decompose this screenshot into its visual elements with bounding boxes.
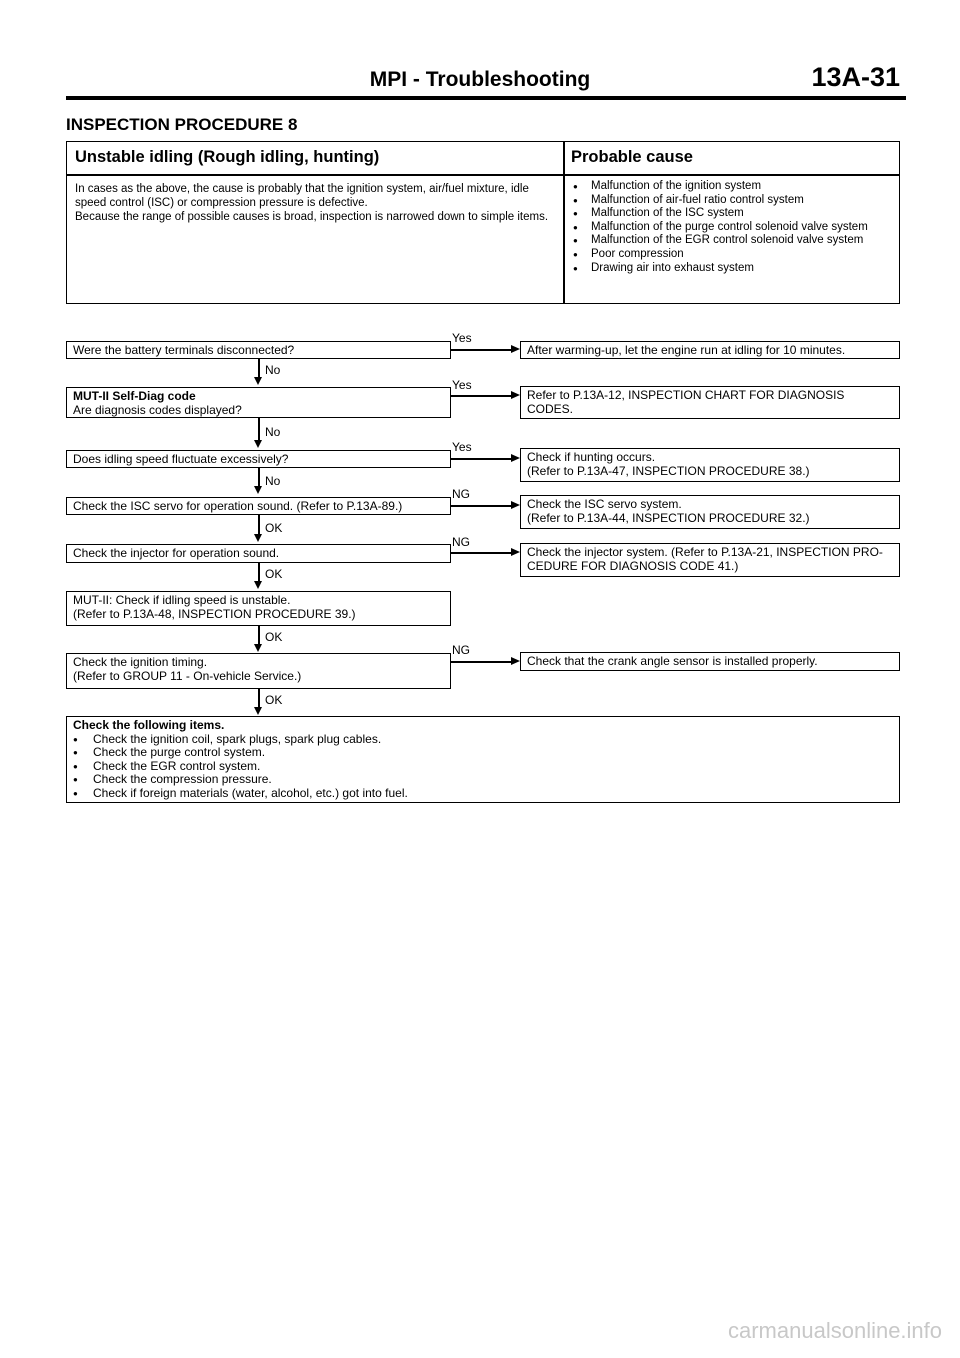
step-text: Does idling speed fluctuate excessively? bbox=[73, 452, 289, 466]
probable-cause-list bbox=[571, 180, 891, 275]
flow-result-warmup bbox=[520, 341, 900, 359]
connector-down bbox=[258, 515, 260, 536]
connector-right bbox=[451, 458, 511, 460]
arrow-down-icon bbox=[254, 644, 262, 652]
branch-label-ok: OK bbox=[265, 521, 283, 535]
final-check-list bbox=[73, 733, 893, 801]
cause-item: ● Malfunction of the ignition system bbox=[571, 180, 891, 194]
step-text: Are diagnosis codes displayed? bbox=[73, 402, 242, 417]
connector-down bbox=[258, 626, 260, 646]
connector-right bbox=[451, 505, 511, 507]
result-text: CODES. bbox=[527, 401, 574, 416]
check-item: ● Check the purge control system. bbox=[73, 746, 893, 760]
branch-label-yes: Yes bbox=[452, 331, 472, 345]
flow-result-isc-system bbox=[520, 495, 900, 529]
connector-down bbox=[258, 563, 260, 583]
description-paragraph: Because the range of possible causes is broad, inspection is narrowed down to simple items. bbox=[75, 211, 549, 223]
arrow-down-icon bbox=[254, 534, 262, 542]
branch-label-ng: NG bbox=[452, 487, 470, 501]
result-text: CEDURE FOR DIAGNOSIS CODE 41.) bbox=[527, 558, 739, 573]
arrow-right-icon bbox=[511, 391, 520, 399]
step-text: Check the injector for operation sound. bbox=[73, 546, 280, 560]
branch-label-ng: NG bbox=[452, 535, 470, 549]
flow-step-self-diag bbox=[66, 387, 451, 418]
connector-down bbox=[258, 689, 260, 709]
final-heading: Check the following items. bbox=[73, 718, 225, 732]
connector-right bbox=[451, 349, 511, 351]
flow-result-crank-sensor bbox=[520, 652, 900, 671]
branch-label-ok: OK bbox=[265, 630, 283, 644]
step-text-bold: MUT-II Self-Diag code bbox=[73, 389, 196, 403]
flow-result-hunting bbox=[520, 448, 900, 482]
flow-step-battery bbox=[66, 341, 451, 359]
description-paragraph: In cases as the above, the cause is probably that the ignition system, air/fuel mixture, idle speed control (ISC) or compression pressure is defective. bbox=[75, 183, 529, 209]
flow-step-isc-servo bbox=[66, 497, 451, 515]
symptom-heading: Unstable idling (Rough idling, hunting) bbox=[75, 148, 380, 166]
table-header-rule bbox=[67, 174, 899, 176]
step-text: Check the ISC servo for operation sound. (Refer to P.13A-89.) bbox=[73, 499, 403, 513]
result-text: After warming-up, let the engine run at idling for 10 minutes. bbox=[527, 343, 846, 357]
arrow-down-icon bbox=[254, 440, 262, 448]
connector-down bbox=[258, 468, 260, 488]
arrow-right-icon bbox=[511, 548, 520, 556]
result-text: Check the ISC servo system. bbox=[527, 497, 682, 511]
cause-item: ● Malfunction of the purge control solenoid valve system bbox=[571, 221, 891, 235]
page-title: MPI - Troubleshooting bbox=[369, 68, 591, 91]
arrow-down-icon bbox=[254, 581, 262, 589]
connector-down bbox=[258, 359, 260, 379]
step-text: Were the battery terminals disconnected? bbox=[73, 343, 295, 357]
watermark: carmanualsonline.info bbox=[728, 1318, 943, 1343]
flow-result-injector-system bbox=[520, 543, 900, 577]
branch-label-no: No bbox=[265, 425, 281, 439]
result-text: (Refer to P.13A-44, INSPECTION PROCEDURE 32.) bbox=[527, 510, 810, 525]
cause-item: ● Malfunction of the EGR control solenoid valve system bbox=[571, 234, 891, 248]
branch-label-ng: NG bbox=[452, 643, 470, 657]
result-text: Check the injector system. (Refer to P.13A-21, INSPECTION PRO- bbox=[527, 545, 883, 559]
probable-cause-heading: Probable cause bbox=[571, 148, 693, 166]
connector-right bbox=[451, 661, 511, 663]
connector-down bbox=[258, 418, 260, 442]
flow-step-ignition-timing bbox=[66, 653, 451, 689]
connector-right bbox=[451, 395, 511, 397]
step-text: MUT-II: Check if idling speed is unstable. bbox=[73, 593, 291, 607]
check-item: ● Check if foreign materials (water, alcohol, etc.) got into fuel. bbox=[73, 787, 893, 801]
flow-step-idle-fluctuate bbox=[66, 450, 451, 468]
check-item: ● Check the ignition coil, spark plugs, spark plug cables. bbox=[73, 733, 893, 747]
symptom-table bbox=[66, 141, 900, 304]
step-text: Check the ignition timing. bbox=[73, 655, 208, 669]
table-divider bbox=[563, 142, 565, 303]
result-text: Check if hunting occurs. bbox=[527, 450, 656, 464]
arrow-down-icon bbox=[254, 486, 262, 494]
branch-label-yes: Yes bbox=[452, 378, 472, 392]
check-item: ● Check the compression pressure. bbox=[73, 773, 893, 787]
page-number: 13A-31 bbox=[811, 62, 900, 92]
flow-step-mut-idle bbox=[66, 591, 451, 626]
step-text: (Refer to GROUP 11 - On-vehicle Service.) bbox=[73, 668, 302, 683]
arrow-right-icon bbox=[511, 657, 520, 665]
arrow-right-icon bbox=[511, 501, 520, 509]
connector-right bbox=[451, 552, 511, 554]
branch-label-ok: OK bbox=[265, 693, 283, 707]
branch-label-no: No bbox=[265, 363, 281, 377]
arrow-down-icon bbox=[254, 377, 262, 385]
flow-step-injector bbox=[66, 544, 451, 563]
flow-final-checks bbox=[66, 716, 900, 803]
arrow-down-icon bbox=[254, 707, 262, 715]
symptom-description bbox=[75, 182, 557, 224]
cause-item: ● Malfunction of air-fuel ratio control system bbox=[571, 194, 891, 208]
header-rule bbox=[66, 96, 906, 100]
branch-label-ok: OK bbox=[265, 567, 283, 581]
step-text: (Refer to P.13A-48, INSPECTION PROCEDURE 39.) bbox=[73, 606, 356, 621]
cause-item: ● Poor compression bbox=[571, 248, 891, 262]
result-text: Refer to P.13A-12, INSPECTION CHART FOR DIAGNOSIS bbox=[527, 388, 845, 402]
branch-label-no: No bbox=[265, 474, 281, 488]
procedure-title: INSPECTION PROCEDURE 8 bbox=[66, 115, 298, 134]
branch-label-yes: Yes bbox=[452, 440, 472, 454]
flow-result-diagnosis-chart bbox=[520, 386, 900, 419]
cause-item: ● Malfunction of the ISC system bbox=[571, 207, 891, 221]
cause-item: ● Drawing air into exhaust system bbox=[571, 262, 891, 276]
arrow-right-icon bbox=[511, 345, 520, 353]
arrow-right-icon bbox=[511, 454, 520, 462]
result-text: Check that the crank angle sensor is installed properly. bbox=[527, 654, 818, 668]
result-text: (Refer to P.13A-47, INSPECTION PROCEDURE 38.) bbox=[527, 463, 810, 478]
check-item: ● Check the EGR control system. bbox=[73, 760, 893, 774]
